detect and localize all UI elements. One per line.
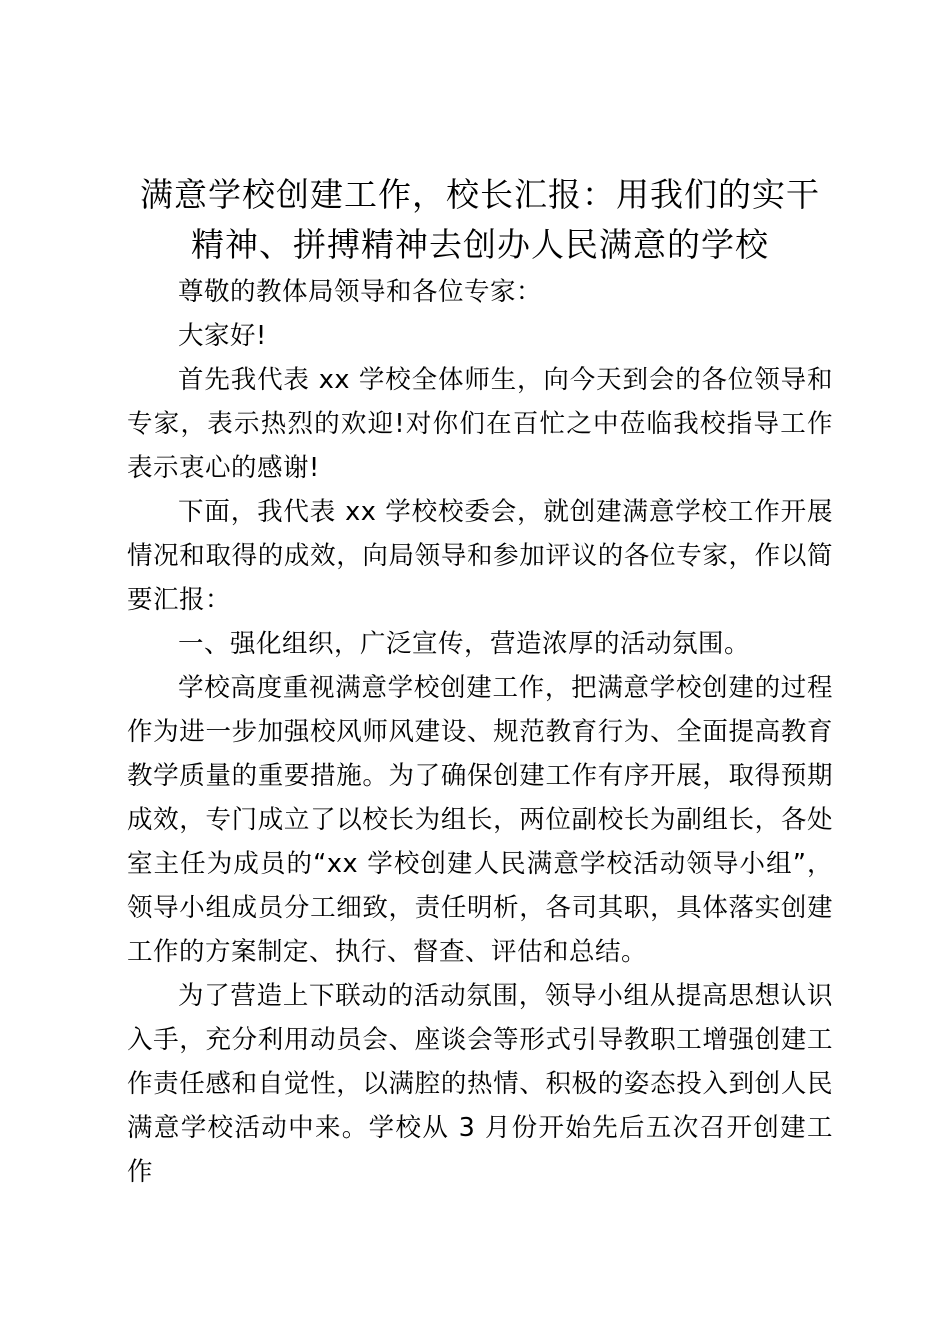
body-paragraph-1: 学校高度重视满意学校创建工作，把满意学校创建的过程作为进一步加强校风师风建设、规范教育行为、全面提高教育教学质量的重要措施。为了确保创建工作有序开展，取得预期成效，专门成立了以校长为组长，两位副校长为副组长，各处室主任为成员的“xx 学校创建人民满意学校活动领导小组”，领导小组成员分工细致，责任明析，各司其职，具体落实创建工作的方案制定、执行、督查、评估和总结。 — [127, 673, 833, 967]
welcome-paragraph: 首先我代表 xx 学校全体师生，向今天到会的各位领导和专家，表示热烈的欢迎!对你们在百忙之中莅临我校指导工作表示衷心的感谢! — [127, 365, 833, 483]
document-body — [127, 170, 833, 1194]
document-title — [127, 170, 833, 270]
salutation: 尊敬的教体局领导和各位专家： — [178, 277, 543, 307]
title-line-1: 满意学校创建工作，校长汇报：用我们的实干 — [140, 175, 820, 214]
intro-paragraph: 下面，我代表 xx 学校校委会，就创建满意学校工作开展情况和取得的成效，向局领导和参加评议的各位专家，作以简要汇报： — [127, 497, 833, 615]
greeting: 大家好! — [178, 321, 267, 351]
body-paragraph-2: 为了营造上下联动的活动氛围，领导小组从提高思想认识入手，充分利用动员会、座谈会等形式引导教职工增强创建工作责任感和自觉性，以满腔的热情、积极的姿态投入到创人民满意学校活动中来。学校从 3 月份开始先后五次召开创建工作 — [127, 981, 833, 1187]
title-line-2: 精神、拼搏精神去创办人民满意的学校 — [191, 225, 769, 264]
section-heading-1: 一、强化组织，广泛宣传，营造浓厚的活动氛围。 — [178, 629, 751, 659]
